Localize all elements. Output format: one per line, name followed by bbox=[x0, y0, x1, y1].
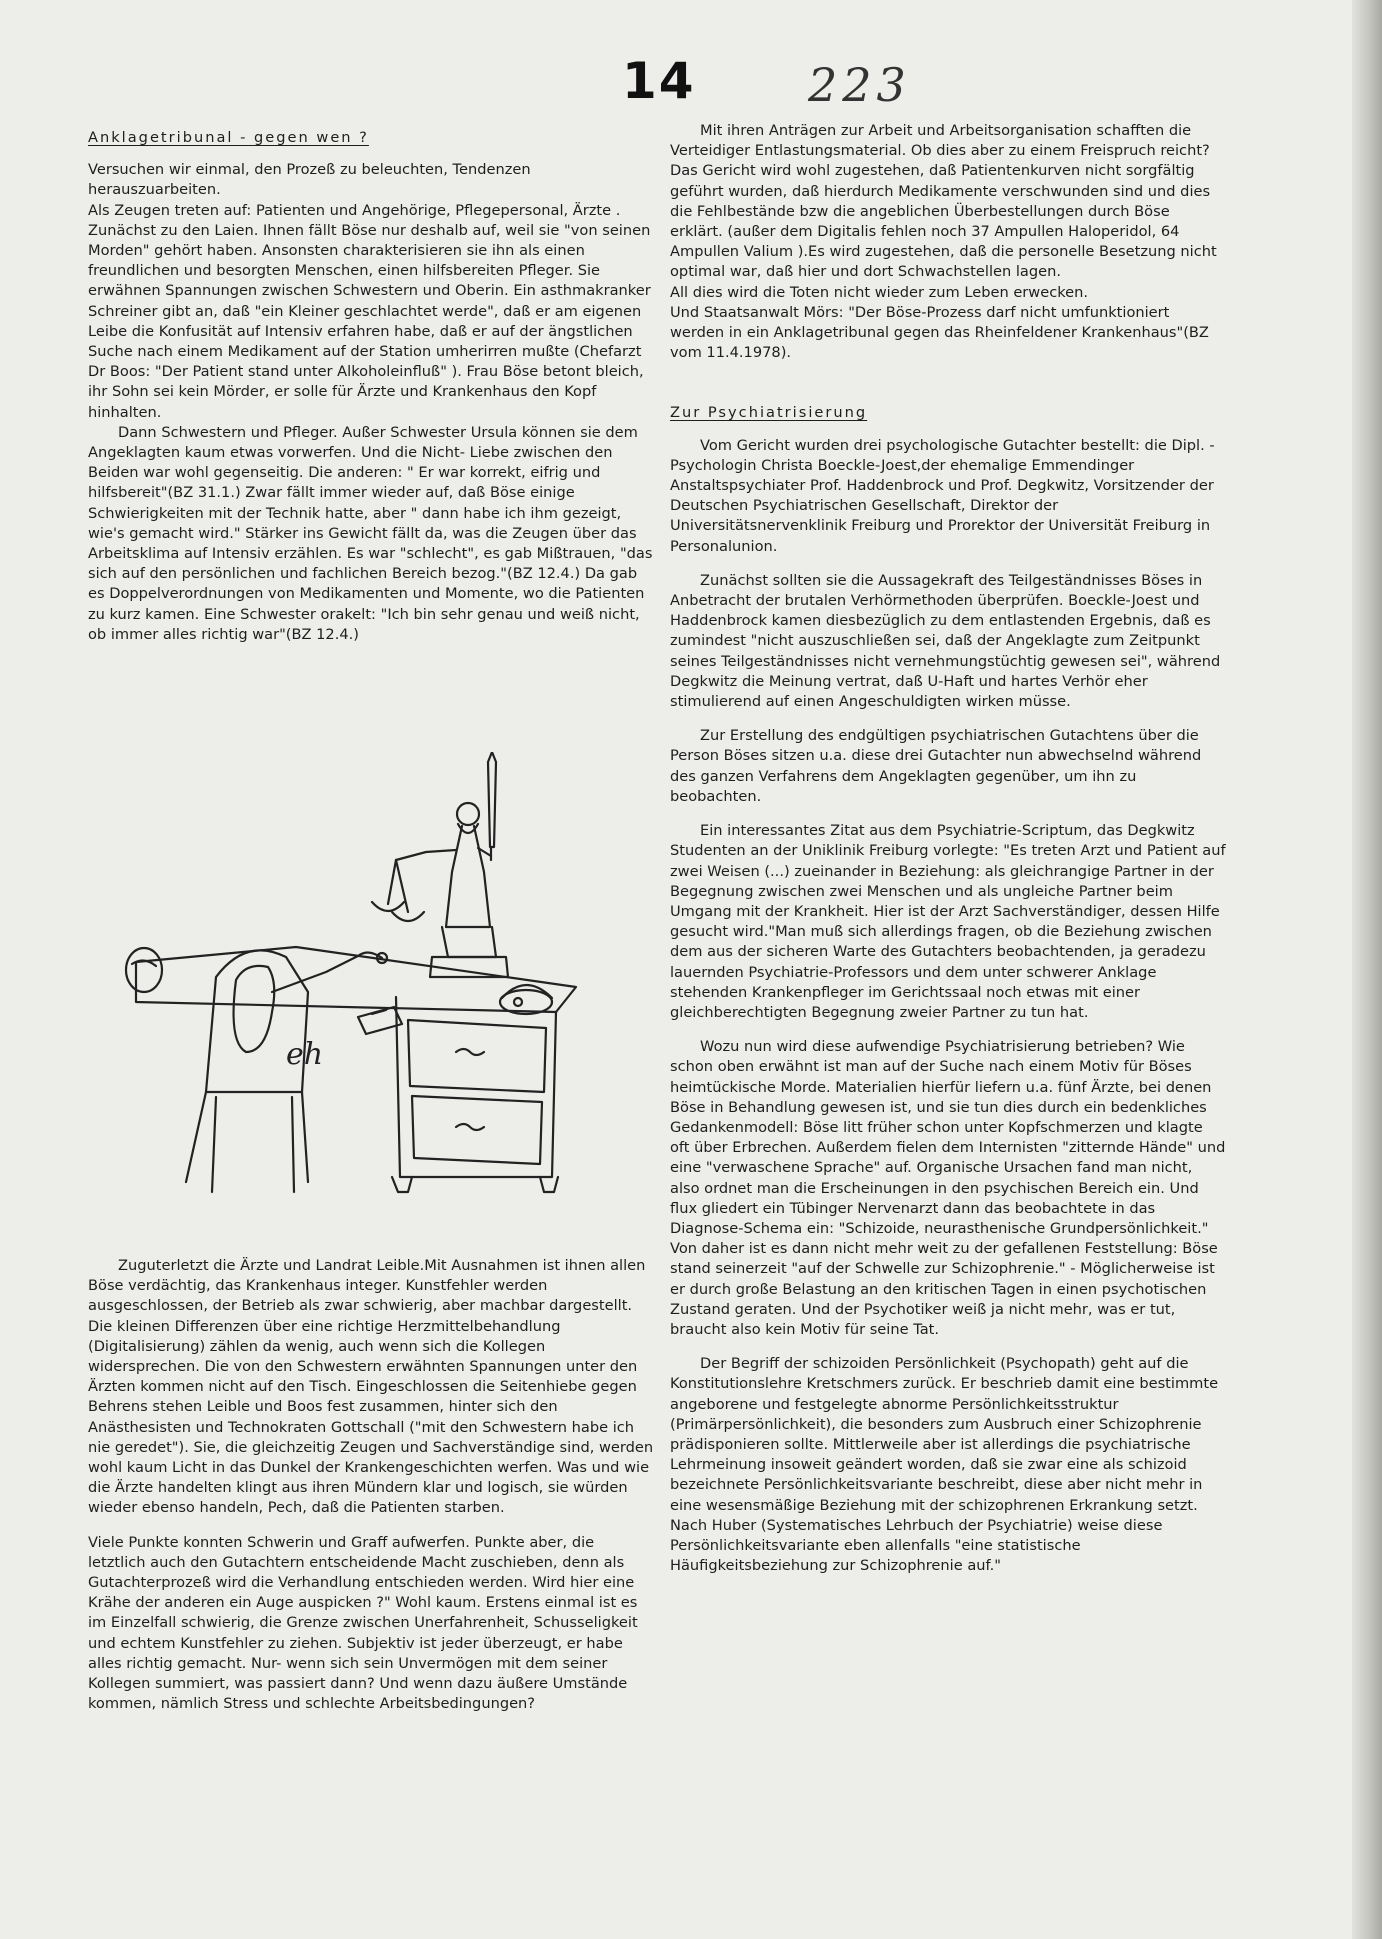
paragraph: Dann Schwestern und Pfleger. Außer Schwester Ursula können sie dem Angeklagten kaum etwas vorwerfen. Und die Nicht- Liebe zwischen den Beiden war wohl gegenseitig. Die anderen: " Er war korrekt, eifrig und hilfsbereit"(BZ 31.1.) Zwar fällt immer wieder auf, daß Böse einige Schwierigkeiten mit der Technik hatte, aber " dann habe ich ihm gezeigt, wie's gemacht wird." Stärker ins Gewicht fällt da, was die Zeugen über das Arbeitsklima auf Intensiv erzählen. Es war "schlecht", es gab Mißtrauen, "das sich auf den persönlichen und fachlichen Bereich bezog."(BZ 12.4.) Da gab es Doppelverordnungen von Medikamenten und Momente, wo die Patienten zu kurz kamen. Eine Schwester orakelt: "Ich bin sehr genau und weiß nicht, ob immer alles richtig war"(BZ 12.4.) bbox=[88, 423, 653, 643]
paragraph: Zur Erstellung des endgültigen psychiatrischen Gutachtens über die Person Böses sitzen u.a. diese drei Gutachter nun abwechselnd während des ganzen Verfahrens dem Angeklagten gegenüber, um ihn zu beobachten. bbox=[670, 727, 1202, 805]
cartoon-signature: eh bbox=[286, 1037, 324, 1072]
paragraph: All dies wird die Toten nicht wieder zum Leben erwecken. bbox=[670, 283, 1089, 301]
paragraph: Vom Gericht wurden drei psychologische Gutachter bestellt: die Dipl. - Psychologin Christa Boeckle-Joest,der ehemalige Emmendinger Anstaltspsychiater Prof. Haddenbrock und Prof. Degkwitz, Vorsitzender der Deutschen Psychiatrischen Gesellschaft, Direktor der Universitätsnervenklinik Freiburg und Prorektor der Universität Freiburg in Personalunion. bbox=[670, 436, 1215, 555]
courtroom-cartoon-illustration bbox=[96, 752, 586, 1242]
paragraph: Als Zeugen treten auf: Patienten und Angehörige, Pflegepersonal, Ärzte . bbox=[88, 201, 621, 219]
page-number: 14 bbox=[622, 52, 696, 110]
paragraph: Mit ihren Anträgen zur Arbeit und Arbeitsorganisation schafften die Verteidiger Entlastungsmaterial. Ob dies aber zu einem Freispruch reicht? Das Gericht wird wohl zugestehen, daß Patientenkurven nicht sorgfältig geführt wurden, daß hierdurch Medikamente verschwunden sind und dies die Fehlbestände bzw die angeblichen Überbestellungen durch Böse erklärt. (außer dem Digitalis fehlen noch 37 Ampullen Haloperidol, 64 Ampullen Valium ).Es wird zugestehen, daß die personelle Besetzung nicht optimal war, daß hier und dort Schwachstellen lagen. bbox=[670, 122, 1217, 281]
paragraph: Zunächst zu den Laien. Ihnen fällt Böse nur deshalb auf, weil sie "von seinen Morden" gehört haben. Ansonsten charakterisieren sie ihn als einen freundlichen und besorgten Menschen, einen hilfsbereiten Pfleger. Sie erwähnen Spannungen zwischen Schwestern und Oberin. Ein asthmakranker Schreiner gibt an, daß "ein Kleiner geschlachtet werde", daß er am eigenen Leibe die Konfusität auf Intensiv erfahren habe, daß er auf der ängstlichen Suche nach einem Medikament auf der Station umherirren mußte (Chefarzt Dr Boos: "Der Patient stand unter Alkoholeinfluß" ). Frau Böse betont bleich, ihr Sohn sei kein Mörder, er solle für Ärzte und Krankenhaus den Kopf hinhalten. bbox=[88, 221, 651, 421]
paragraph: Ein interessantes Zitat aus dem Psychiatrie-Scriptum, das Degkwitz Studenten an der Uniklinik Freiburg vorlegte: "Es treten Arzt und Patient auf zwei Weisen (...) zueinander in Beziehung: als gleichrangige Partner in der Begegnung zwischen zwei Menschen und als ungleiche Partner beim Umgang mit der Krankheit. Hier ist der Arzt Sachverständiger, dessen Hilfe gesucht wird."Man muß sich allerdings fragen, ob die Beziehung zwischen dem aus der sicheren Warte des Gutachters beobachtenden, ja geradezu lauernden Psychiatrie-Professors und dem unter schwerer Anklage stehenden Krankenpfleger im Gerichtssaal noch etwas mit einer gleichberechtigten Begegnung zweier Partner zu tun hat. bbox=[670, 822, 1226, 1021]
section-heading-psychiatrisierung: Zur Psychiatrisierung bbox=[670, 404, 868, 422]
paragraph: Wozu nun wird diese aufwendige Psychiatrisierung betrieben? Wie schon oben erwähnt ist man auf der Suche nach einem Motiv für Böses heimtückische Morde. Materialien hierfür liefern u.a. fünf Ärzte, bei denen Böse in Behandlung gewesen ist, und sie tun dies durch ein bedenkliches Gedankenmodell: Böse litt früher schon unter Kopfschmerzen und klagte oft über Erbrechen. Außerdem fielen dem Internisten "zitternde Hände" und eine "verwaschene Sprache" auf. Organische Ursachen fand man nicht, also ordnet man die Erscheinungen in den psychischen Bereich ein. Und flux gliedert ein Tübinger Nervenarzt dann das beobachtete in das Diagnose-Schema ein: "Schizoide, neurasthenische Grundpersönlichkeit." Von daher ist es dann nicht mehr weit zu der gefallenen Feststellung: Böse stand seinerzeit "auf der Schwelle zur Schizophrenie." - Möglicherweise ist er durch große Belastung an den kritischen Tagen in einen psychotischen Zustand geraten. Und der Psychotiker weiß ja nicht mehr, was er tut, braucht also kein Motiv für seine Tat. bbox=[670, 1038, 1226, 1338]
left-column-bottom bbox=[88, 1256, 654, 1728]
left-column bbox=[88, 128, 654, 659]
paragraph: Der Begriff der schizoiden Persönlichkeit (Psychopath) geht auf die Konstitutionslehre Kretschmers zurück. Er beschrieb damit eine bestimmte angeborene und festgelegte abnorme Persönlichkeitsstruktur (Primärpersönlichkeit), die besonders zum Ausbruch einer Schizophrenie prädisponieren sollte. Mittlerweile aber ist allerdings die psychiatrische Lehrmeinung insoweit geändert worden, daß sie zwar eine als schizoid bezeichnete Persönlichkeitsvariante beschreibt, diese aber nicht mehr in eine wesensmäßige Beziehung mit der schizophrenen Erkrankung setzt. Nach Huber (Systematisches Lehrbuch der Psychiatrie) weise diese Persönlichkeitsvariante eben allenfalls "eine statistische Häufigkeitsbeziehung zur Schizophrenie auf." bbox=[670, 1355, 1219, 1575]
paragraph: Versuchen wir einmal, den Prozeß zu beleuchten, Tendenzen herauszuarbeiten. bbox=[88, 161, 531, 199]
right-column bbox=[670, 121, 1226, 1590]
paragraph: Zuguterletzt die Ärzte und Landrat Leible.Mit Ausnahmen ist ihnen allen Böse verdächtig, das Krankenhaus integer. Kunstfehler werden ausgeschlossen, der Betrieb als zwar schwierig, aber machbar dargestellt. Die kleinen Differenzen über eine richtige Herzmittelbehandlung (Digitalisierung) zählen da wenig, auch wenn sich die Kollegen widersprechen. Die von den Schwestern erwähnten Spannungen unter den Ärzten kommen nicht auf den Tisch. Eingeschlossen die Seitenhiebe gegen Behrens stehen Leible und Boos fest zusammen, hinter sich den Anästhesisten und Technokraten Gottschall ("mit den Schwestern habe ich nie geredet"). Sie, die gleichzeitig Zeugen und Sachverständige sind, werden wohl kaum Licht in das Dunkel der Krankengeschichten werfen. Was und wie die Ärzte handelten klingt aus ihren Mündern klar und logisch, sie würden wieder ebenso handeln, Pech, daß die Patienten starben. bbox=[88, 1257, 654, 1517]
handwritten-page-number: 223 bbox=[808, 58, 911, 112]
paragraph: Zunächst sollten sie die Aussagekraft des Teilgeständnisses Böses in Anbetracht der brutalen Verhörmethoden überprüfen. Boeckle-Joest und Haddenbrock kamen diesbezüglich zu dem entlastenden Ergebnis, daß es zumindest "nicht auszuschließen sei, daß der Angeklagte zum Zeitpunkt seines Teilgeständnisses nicht vernehmungstüchtig gewesen sei", während Degkwitz die Meinung vertrat, daß U-Haft und hartes Verhör eher stimulierend auf einen Angeschuldigten wirken müsse. bbox=[670, 571, 1221, 711]
page-edge-shadow bbox=[1352, 0, 1382, 1939]
paragraph: Und Staatsanwalt Mörs: "Der Böse-Prozess darf nicht umfunktioniert werden in ein Anklagetribunal gegen das Rheinfeldener Krankenhaus"(BZ vom 11.4.1978). bbox=[670, 303, 1209, 362]
section-heading-anklagetribunal: Anklagetribunal - gegen wen ? bbox=[88, 129, 369, 146]
paragraph: Viele Punkte konnten Schwerin und Graff aufwerfen. Punkte aber, die letztlich auch den Gutachtern entscheidende Macht zuschieben, denn als Gutachterprozeß wird die Verhandlung entschieden werden. Wird hier eine Krähe der anderen ein Auge auspicken ?" Wohl kaum. Erstens einmal ist es im Einzelfall schwierig, die Grenze zwischen Unerfahrenheit, Schusseligkeit und echtem Kunstfehler zu ziehen. Subjektiv ist jeder überzeugt, er habe alles richtig gemacht. Nur- wenn sich sein Unvermögen mit dem seiner Kollegen summiert, was passiert dann? Und wenn dazu äußere Umstände kommen, nämlich Stress und schlechte Arbeitsbedingungen? bbox=[88, 1533, 638, 1713]
